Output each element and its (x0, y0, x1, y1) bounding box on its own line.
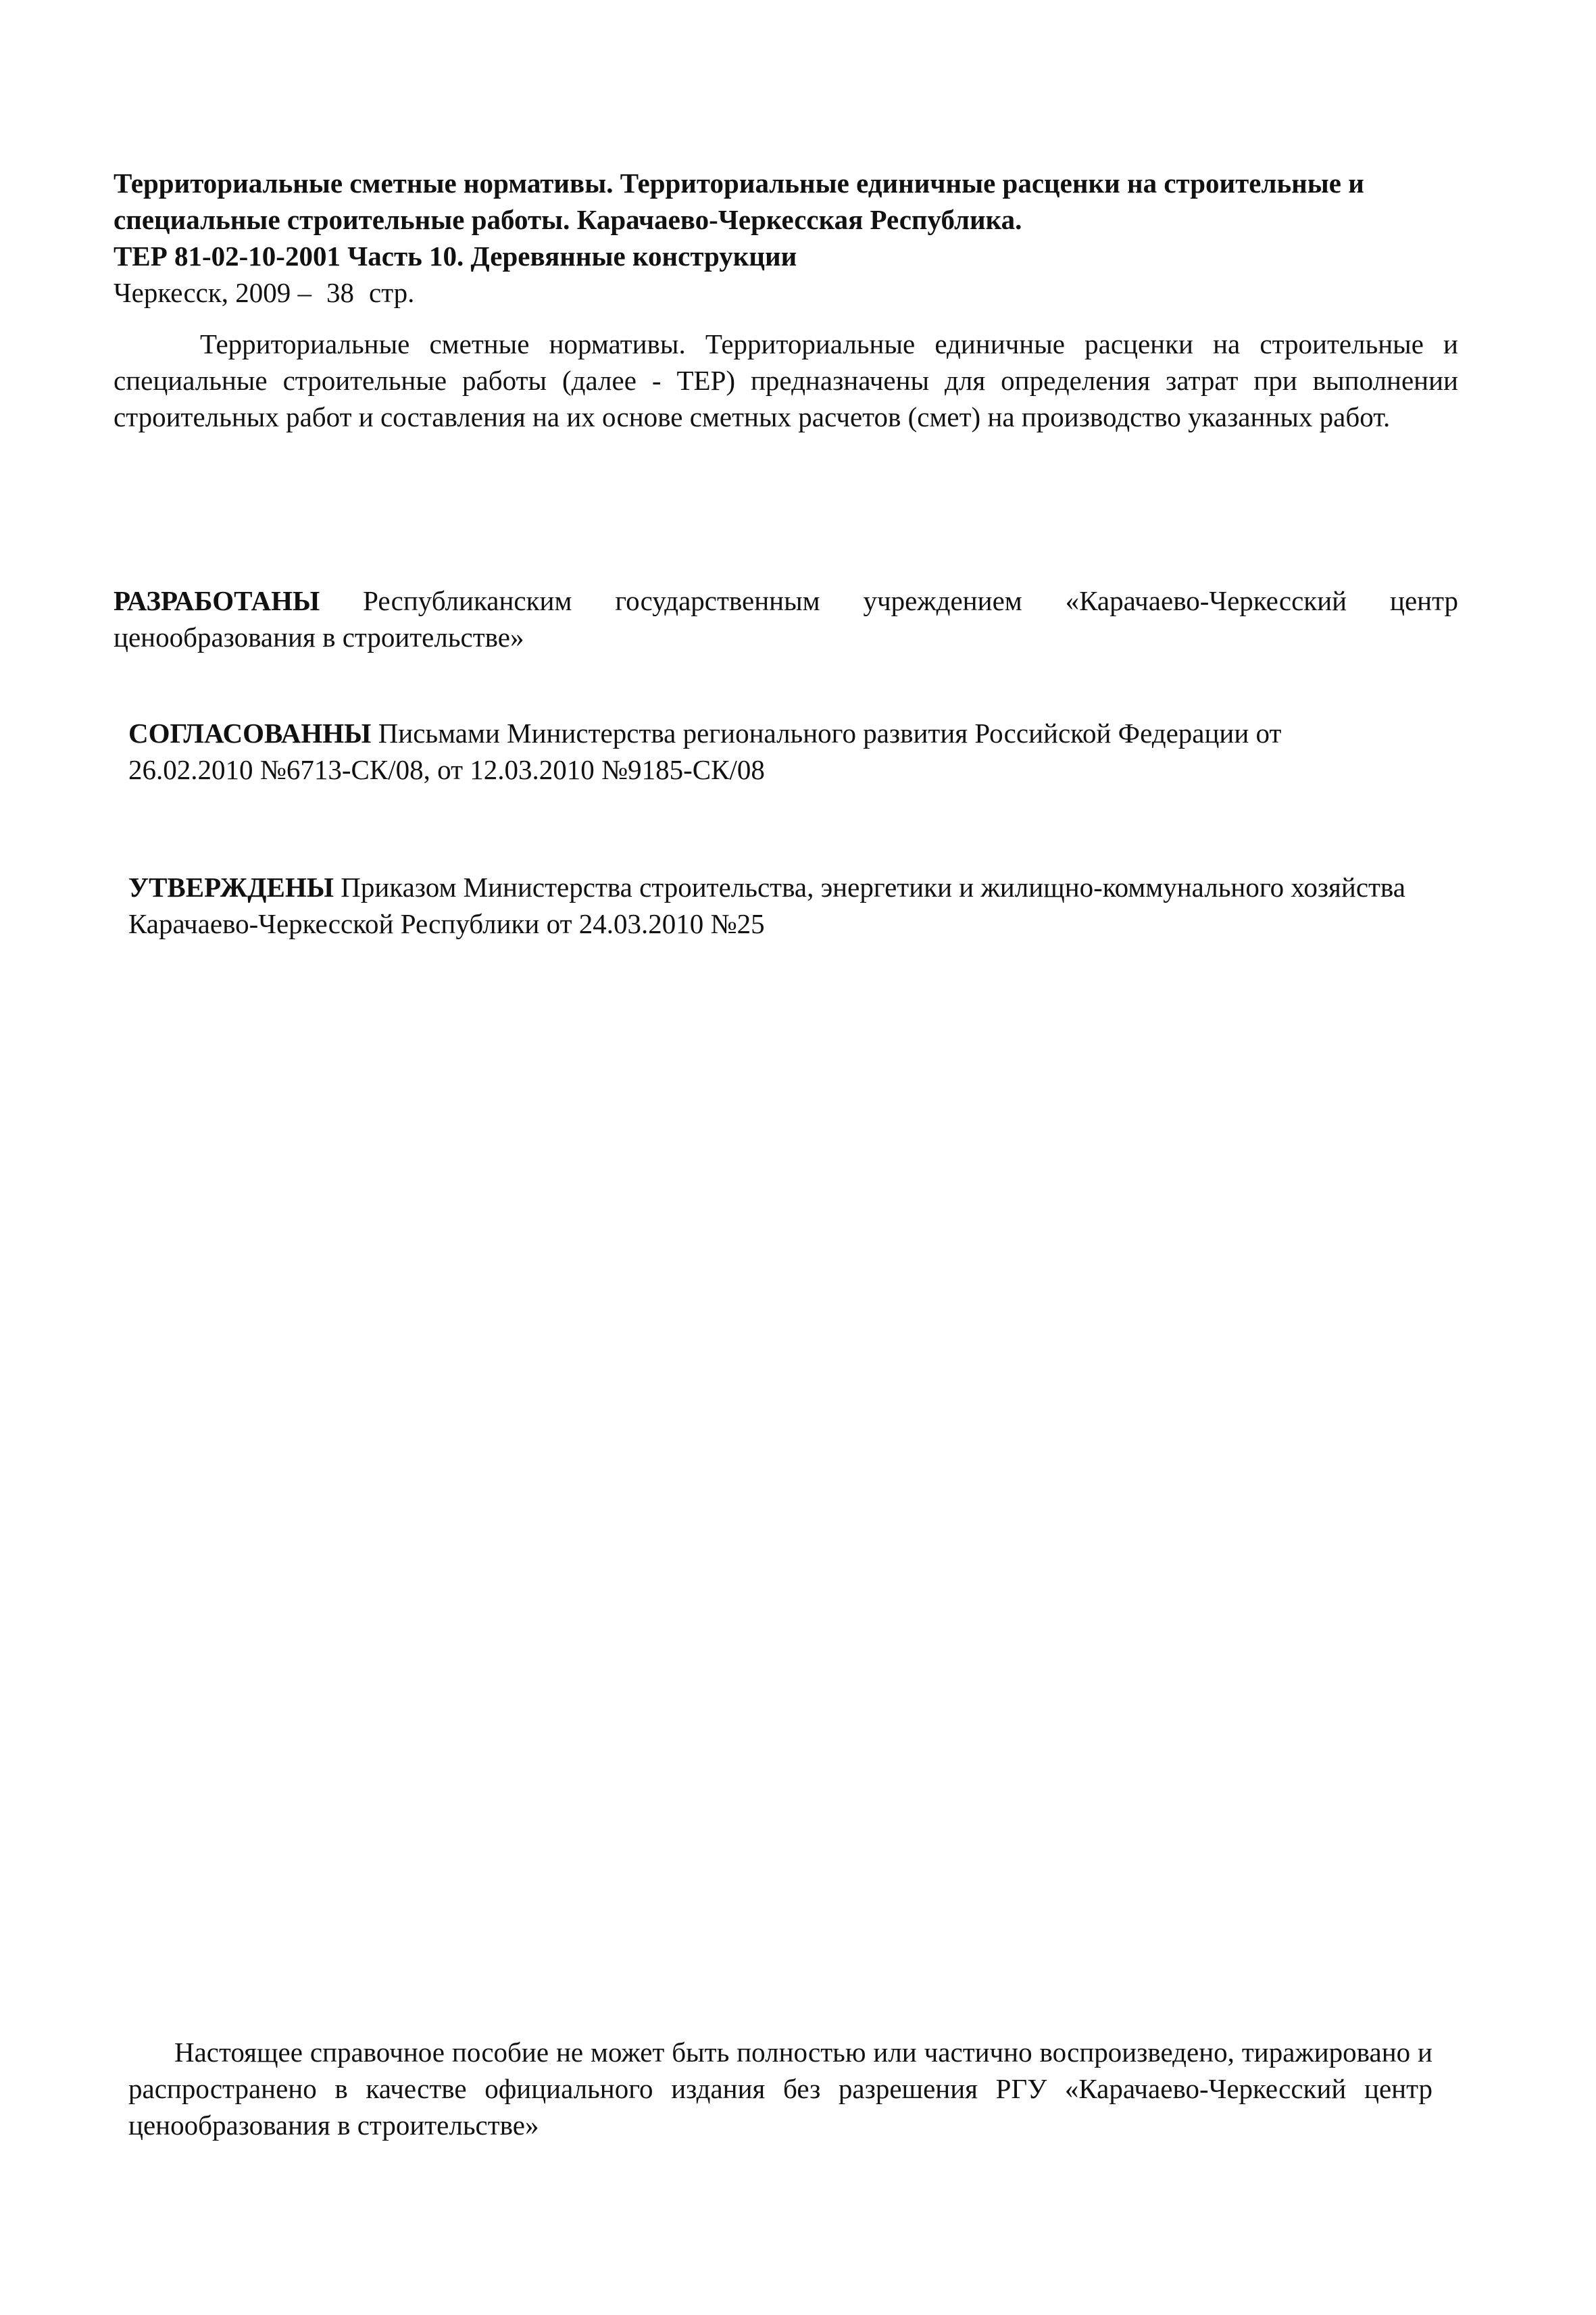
agreed-text: Письмами Министерства регионального развития Российской Федерации от 26.02.2010 №6713-СК/08, от 12.03.2010 №9185-СК/08 (128, 718, 1282, 785)
copyright-notice: Настоящее справочное пособие не может быть полностью или частично воспроизведено, тиражировано и распространено в качестве официального издания без разрешения РГУ «Карачаево-Черкесский центр ценообразования в строительстве» (128, 2037, 1432, 2141)
approved-keyword: УТВЕРЖДЕНЫ (128, 872, 334, 903)
developed-by-paragraph (114, 582, 1458, 655)
code-line: ТЕР 81-02-10-2001 Часть 10. Деревянные конструкции (114, 241, 797, 272)
pages-count: 38 (326, 277, 355, 308)
document-header (114, 165, 1465, 311)
agreed-keyword: СОГЛАСОВАННЫ (128, 718, 372, 749)
developed-text: Республиканским государственным учреждением «Карачаево-Черкесский центр ценообразования в строительстве» (114, 585, 1459, 653)
pages-unit: стр. (369, 277, 415, 308)
agreed-paragraph (128, 715, 1412, 788)
publication-line (114, 274, 1465, 311)
intro-paragraph: Территориальные сметные нормативы. Территориальные единичные расценки на строительные и специальные строительные работы (далее - ТЕР) предназначены для определения затрат при выполнении строительных работ и составления на их основе сметных расчетов (смет) на производство указанных работ. (114, 328, 1458, 432)
title-line-1: Территориальные сметные нормативы. Территориальные единичные расценки на строительные и (114, 168, 1364, 199)
city-year: Черкесск, 2009 – (114, 277, 312, 308)
approved-paragraph (128, 869, 1439, 942)
approved-text: Приказом Министерства строительства, энергетики и жилищно-коммунального хозяйства Карачаево-Черкесской Республики от 24.03.2010 №25 (128, 872, 1405, 939)
title-line-2: специальные строительные работы. Карачаево-Черкесская Республика. (114, 204, 1022, 235)
developed-keyword: РАЗРАБОТАНЫ (114, 585, 320, 616)
